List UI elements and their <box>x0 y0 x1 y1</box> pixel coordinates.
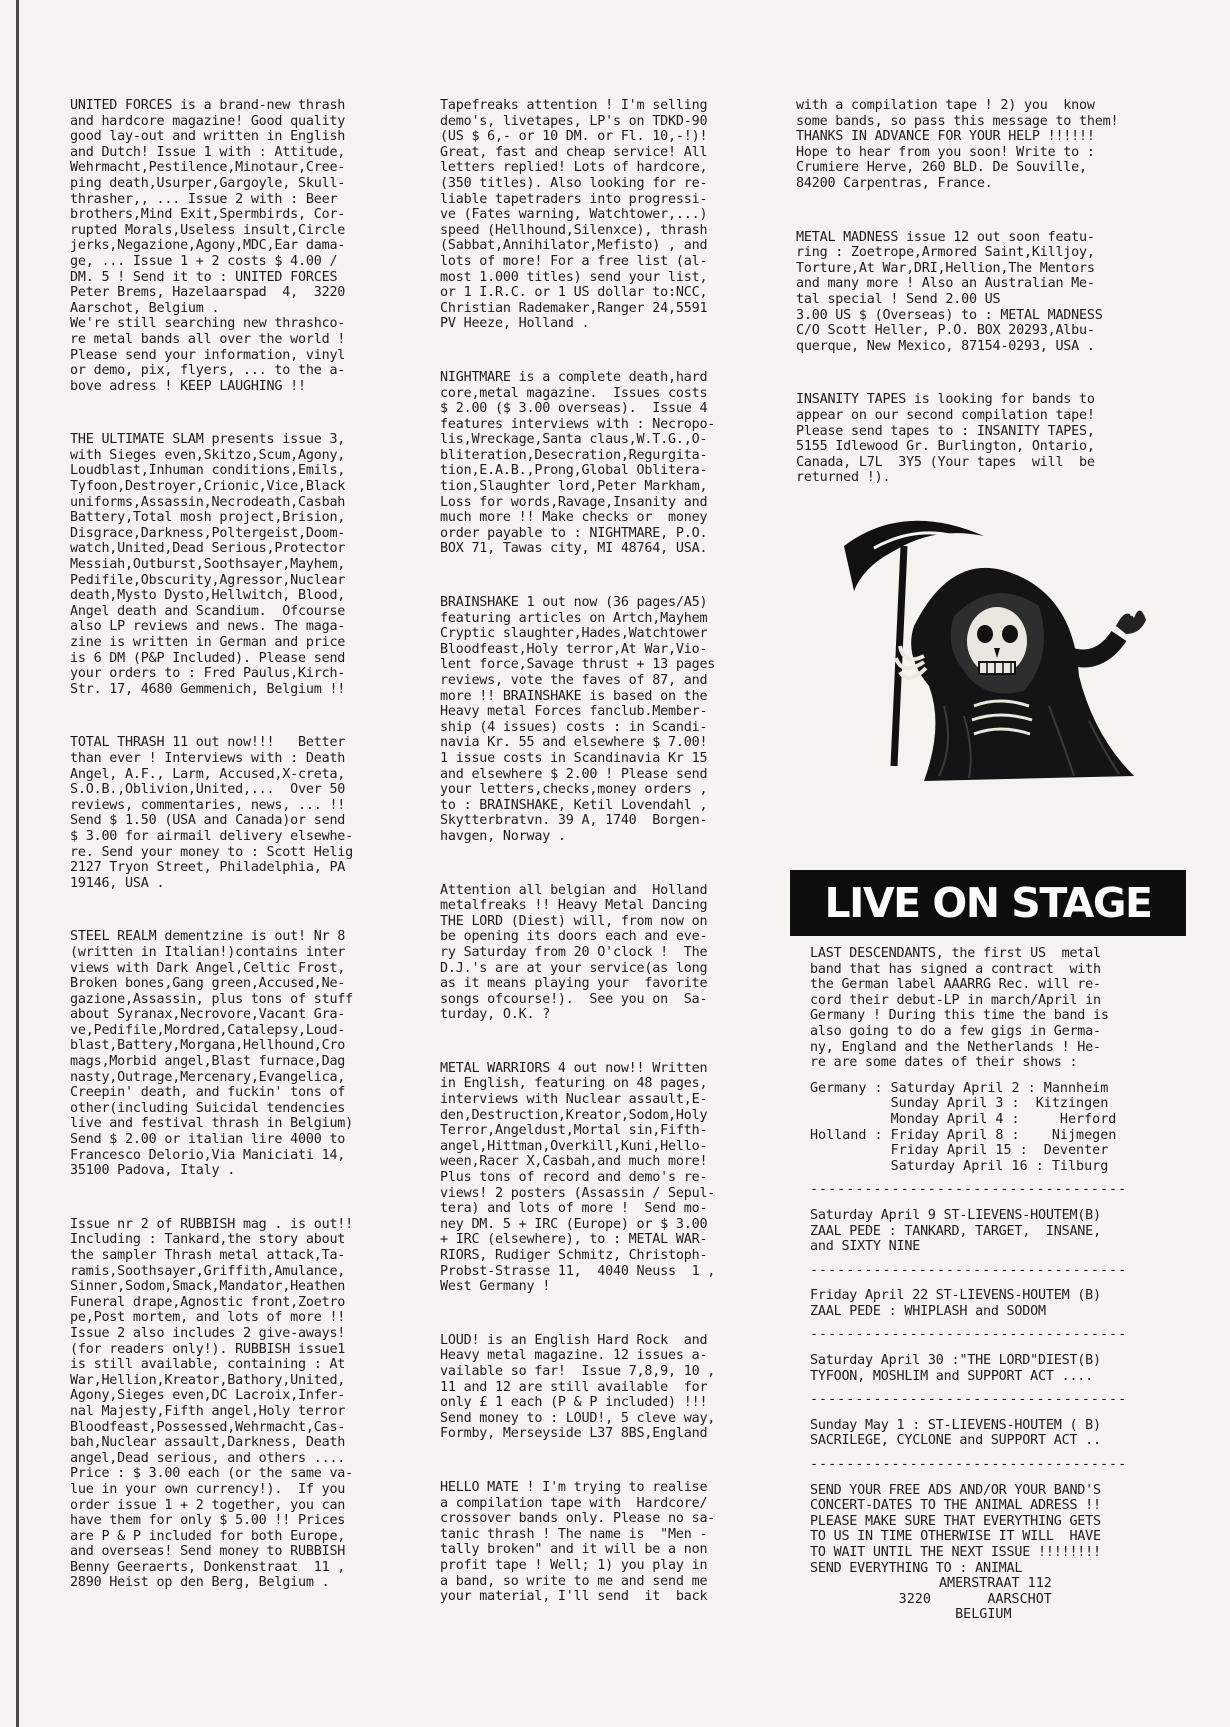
grim-reaper-icon <box>834 506 1154 796</box>
page-binding-edge <box>16 0 19 1727</box>
divider: ----------------------------------- <box>810 1392 1128 1408</box>
ad-loud-magazine: LOUD! is an English Hard Rock and Heavy metal magazine. 12 issues a- vailable so far! Issue 7,8,9, 10 , 11 and 12 are still available for only £ 1 each (P & P included) !!! Send money to : LOUD!, 5 cleve way, Formby, Merseyside L37 8BS,England <box>440 1332 716 1442</box>
live-on-stage-section <box>810 946 1180 1623</box>
animal-address: AMERSTRAAT 112 3220 AARSCHOT BELGIUM <box>898 1576 1052 1623</box>
ad-ultimate-slam: THE ULTIMATE SLAM presents issue 3, with Sieges even,Skitzo,Scum,Agony, Loudblast,Inhuman conditions,Emils, Tyfoon,Destroyer,Crionic,Vice,Black uniforms,Assassin,Necrodeath,Casbah Battery,Total mosh project,Brision, Disgrace,Darkness,Poltergeist,Doom- watch,United,Dead Serious,Protector Messiah,Outburst,Soothsayer,Mayhem, Pedifile,Obscurity,Agressor,Nuclear death,Mysto Dysto,Hellwitch, Blood, Angel death and Scandium. Ofcourse also LP reviews and news. The maga- zine is written in German and price is 6 DM (P&P Included). Please send your orders to : Fred Paulus,Kirch- Str. 17, 4680 Gemmenich, Belgium !! <box>70 432 346 697</box>
gig-listing: Saturday April 30 :"THE LORD"DIEST(B) TYFOON, MOSHLIM and SUPPORT ACT .... <box>810 1353 1101 1384</box>
ad-hello-mate-continued: with a compilation tape ! 2) you know some bands, so pass this message to them! THANKS IN ADVANCE FOR YOUR HELP !!!!!! Hope to hear from you soon! Write to : Crumiere Herve, 260 BLD. De Souville, 84200 Carpentras, France. <box>796 98 1119 191</box>
ad-nightmare: NIGHTMARE is a complete death,hard core,metal magazine. Issues costs $ 2.00 ($ 3.00 overseas). Issue 4 features interviews with : Necropo- lis,Wreckage,Santa claus,W.T.G.,O- bliteration,Desecration,Regurgita- tion,E.A.B.,Prong,Global Oblitera- tion,Slaughter lord,Peter Markham, Loss for words,Ravage,Insanity and much more !! Make checks or money order payable to : NIGHTMARE, P.O. BOX 71, Tawas city, MI 48764, USA. <box>440 369 716 557</box>
gig-listing: Saturday April 9 ST-LIEVENS-HOUTEM(B) ZAAL PEDE : TANKARD, TARGET, INSANE, and SIXTY NINE <box>810 1207 1101 1255</box>
tour-dates-table: Germany : Saturday April 2 : Mannheim Sunday April 3 : Kitzingen Monday April 4 : Herford Holland : Friday April 8 : Nijmegen Friday April 15 : Deventer Saturday April 16 : Tilburg <box>810 1080 1117 1174</box>
ad-the-lord-dancing: Attention all belgian and Holland metalfreaks !! Heavy Metal Dancing THE LORD (Diest) will, from now on be opening its doors each and eve- ry Saturday from 20 O'clock ! The D.J.'s are at your service(as long as it means playing your favorite songs ofcourse!). See you on Sa- turday, O.K. ? <box>440 882 708 1023</box>
ad-steel-realm: STEEL REALM dementzine is out! Nr 8 (written in Italian!)contains inter views with Dark Angel,Celtic Frost, Broken bones,Gang green,Accused,Ne- gazione,Assassin, plus tons of stuff about Syranax,Necrovore,Vacant Gra- ve,Pedifile,Mordred,Catalepsy,Loud- blast,Battery,Morgana,Hellhound,Cro mags,Morbid angel,Blast furnace,Dag nasty,Outrage,Mercenary,Evangelica, Creepin' death, and fuckin' tons of other(including Suicidal tendencies live and festival thrash in Belgium) Send $ 2.00 or italian lire 4000 to Francesco Delorio,Via Maniciati 14, 35100 Padova, Italy . <box>70 929 354 1179</box>
ad-total-thrash: TOTAL THRASH 11 out now!!! Better than ever ! Interviews with : Death Angel, A.F., Larm, Accused,X-creta, S.O.B.,Oblivion,United,... Over 50 reviews, commentaries, news, ... !! Send $ 1.50 (USA and Canada)or send $ 3.00 for airmail delivery elsewhe- re. Send your money to : Scott Helig 2127 Tryon Street, Philadelphia, PA 19146, USA . <box>70 735 354 891</box>
divider: ----------------------------------- <box>810 1327 1128 1343</box>
ad-metal-warriors: METAL WARRIORS 4 out now!! Written in English, featuring on 48 pages, interviews with Nuclear assault,E- den,Destruction,Kreator,Sodom,Holy Terror,Angeldust,Mortal sin,Fifth- angel,Hittman,Overkill,Kuni,Hello- ween,Racer X,Casbah,and much more! Plus tons of record and demo's re- views! 2 posters (Assassin / Sepul- tera) and lots of more ! Send mo- ney DM. 5 + IRC (Europe) or $ 3.00 + IRC (elsewhere), to : METAL WAR- RIORS, Rudiger Schmitz, Christoph- Probst-Strasse 11, 4040 Neuss 1 , West Germany ! <box>440 1060 716 1295</box>
ad-insanity-tapes: INSANITY TAPES is looking for bands to appear on our second compilation tape! Please send tapes to : INSANITY TAPES, 5155 Idlewood Gr. Burlington, Ontario, Canada, L7L 3Y5 (Your tapes will be returned !). <box>796 392 1095 486</box>
ads-column-3 <box>796 98 1168 796</box>
send-ads-notice: SEND YOUR FREE ADS AND/OR YOUR BAND'S CONCERT-DATES TO THE ANIMAL ADRESS !! PLEASE MAKE SURE THAT EVERYTHING GETS TO US IN TIME OTHERWISE IT WILL HAVE TO WAIT UNTIL THE NEXT ISSUE !!!!!!!! SEND EVERYTHING TO : ANIMAL <box>810 1482 1101 1576</box>
ads-column-1 <box>70 98 415 1591</box>
divider: ----------------------------------- <box>810 1182 1128 1198</box>
divider: ----------------------------------- <box>810 1262 1128 1278</box>
last-descendants-intro: LAST DESCENDANTS, the first US metal band that has signed a contract with the German label AAARRG Rec. will re- cord their debut-LP in march/April in Germany ! During this time the band is also going to do a few gigs in Germa- ny, England and the Netherlands ! He- re are some dates of their shows : <box>810 946 1109 1071</box>
divider: ----------------------------------- <box>810 1457 1128 1473</box>
ad-metal-madness: METAL MADNESS issue 12 out soon featu- ring : Zoetrope,Armored Saint,Killjoy, Torture,At War,DRI,Hellion,The Mentors and many more ! Also an Australian Me- tal special ! Send 2.00 US 3.00 US $ (Overseas) to : METAL MADNESS C/O Scott Heller, P.O. BOX 20293,Albu- querque, New Mexico, 87154-0293, USA . <box>796 229 1103 354</box>
ads-column-2 <box>440 98 778 1605</box>
ad-rubbish-mag: Issue nr 2 of RUBBISH mag . is out!! Including : Tankard,the story about the sampler Thrash metal attack,Ta- ramis,Soothsayer,Griffith,Amulance, Sinner,Sodom,Smack,Mandator,Heathen Funeral drape,Agnostic front,Zoetro pe,Post mortem, and lots of more !! Issue 2 also includes 2 give-aways! (for readers only!). RUBBISH issue1 is still available, containing : At War,Hellion,Kreator,Bathory,United, Agony,Sieges even,DC Lacroix,Infer- nal Majesty,Fifth angel,Holy terror Bloodfeast,Possessed,Wehrmacht,Cas- bah,Nuclear assault,Darkness, Death angel,Dead serious, and others .... Price : $ 3.00 each (or the same va- lue in your own currency!). If you order issue 1 + 2 together, you can have them for only $ 5.00 !! Prices are P & P included for both Europe, and overseas! Send money to RUBBISH Benny Geeraerts, Donkenstraat 11 , 2890 Heist op den Berg, Belgium . <box>70 1216 354 1591</box>
ad-united-forces: UNITED FORCES is a brand-new thrash and hardcore magazine! Good quality good lay-out and written in English and Dutch! Issue 1 with : Attitude, Wehrmacht,Pestilence,Minotaur,Cree- ping death,Usurper,Gargoyle, Skull- thrasher,, ... Issue 2 with : Beer brothers,Mind Exit,Spermbirds, Cor- rupted Morals,Useless insult,Circle jerks,Negazione,Agony,MDC,Ear dama- ge, ... Issue 1 + 2 costs $ 4.00 / DM. 5 ! Send it to : UNITED FORCES Peter Brems, Hazelaarspad 4, 3220 Aarschot, Belgium . We're still searching new thrashco- re metal bands all over the world ! Please send your information, vinyl or demo, pix, flyers, ... to the a- bove adress ! KEEP LAUGHING !! <box>70 98 346 394</box>
gig-listing: Friday April 22 ST-LIEVENS-HOUTEM (B) ZAAL PEDE : WHIPLASH and SODOM <box>810 1288 1101 1319</box>
live-on-stage-banner: LIVE ON STAGE <box>790 870 1186 936</box>
ad-tapefreaks: Tapefreaks attention ! I'm selling demo's, livetapes, LP's on TDKD-90 (US $ 6,- or 10 DM. or Fl. 10,-!)! Great, fast and cheap service! All letters replied! Lots of hardcore, (350 titles). Also looking for re- liable tapetraders into progressi- ve (Fates warning, Watchtower,...) speed (Hellhound,Silenxce), thrash (Sabbat,Annihilator,Mefisto) , and lots of more! For a free list (al- most 1.000 titles) send your list, or 1 I.R.C. or 1 US dollar to:NCC, Christian Rademaker,Ranger 24,5591 PV Heeze, Holland . <box>440 98 708 332</box>
gig-listing: Sunday May 1 : ST-LIEVENS-HOUTEM ( B) SACRILEGE, CYCLONE and SUPPORT ACT .. <box>810 1417 1101 1449</box>
ad-hello-mate: HELLO MATE ! I'm trying to realise a compilation tape with Hardcore/ crossover bands only. Please no sa- tanic thrash ! The name is "Men - tally broken" and it will be a non profit tape ! Well; 1) you play in a band, so write to me and send me your material, I'll send it back <box>440 1479 716 1605</box>
ad-brainshake: BRAINSHAKE 1 out now (36 pages/A5) featuring articles on Artch,Mayhem Cryptic slaughter,Hades,Watchtower Bloodfeast,Holy terror,At War,Vio- lent force,Savage thrust + 13 pages reviews, vote the faves of 87, and more !! BRAINSHAKE is based on the Heavy metal Forces fanclub.Member- ship (4 issues) costs : in Scandi- navia Kr. 55 and elsewhere $ 7.00! 1 issue costs in Scandinavia Kr 15 and elsewhere $ 2.00 ! Please send your letters,checks,money orders , to : BRAINSHAKE, Ketil Lovendahl , Skytterbratvn. 39 A, 1740 Borgen- havgen, Norway . <box>440 595 716 844</box>
